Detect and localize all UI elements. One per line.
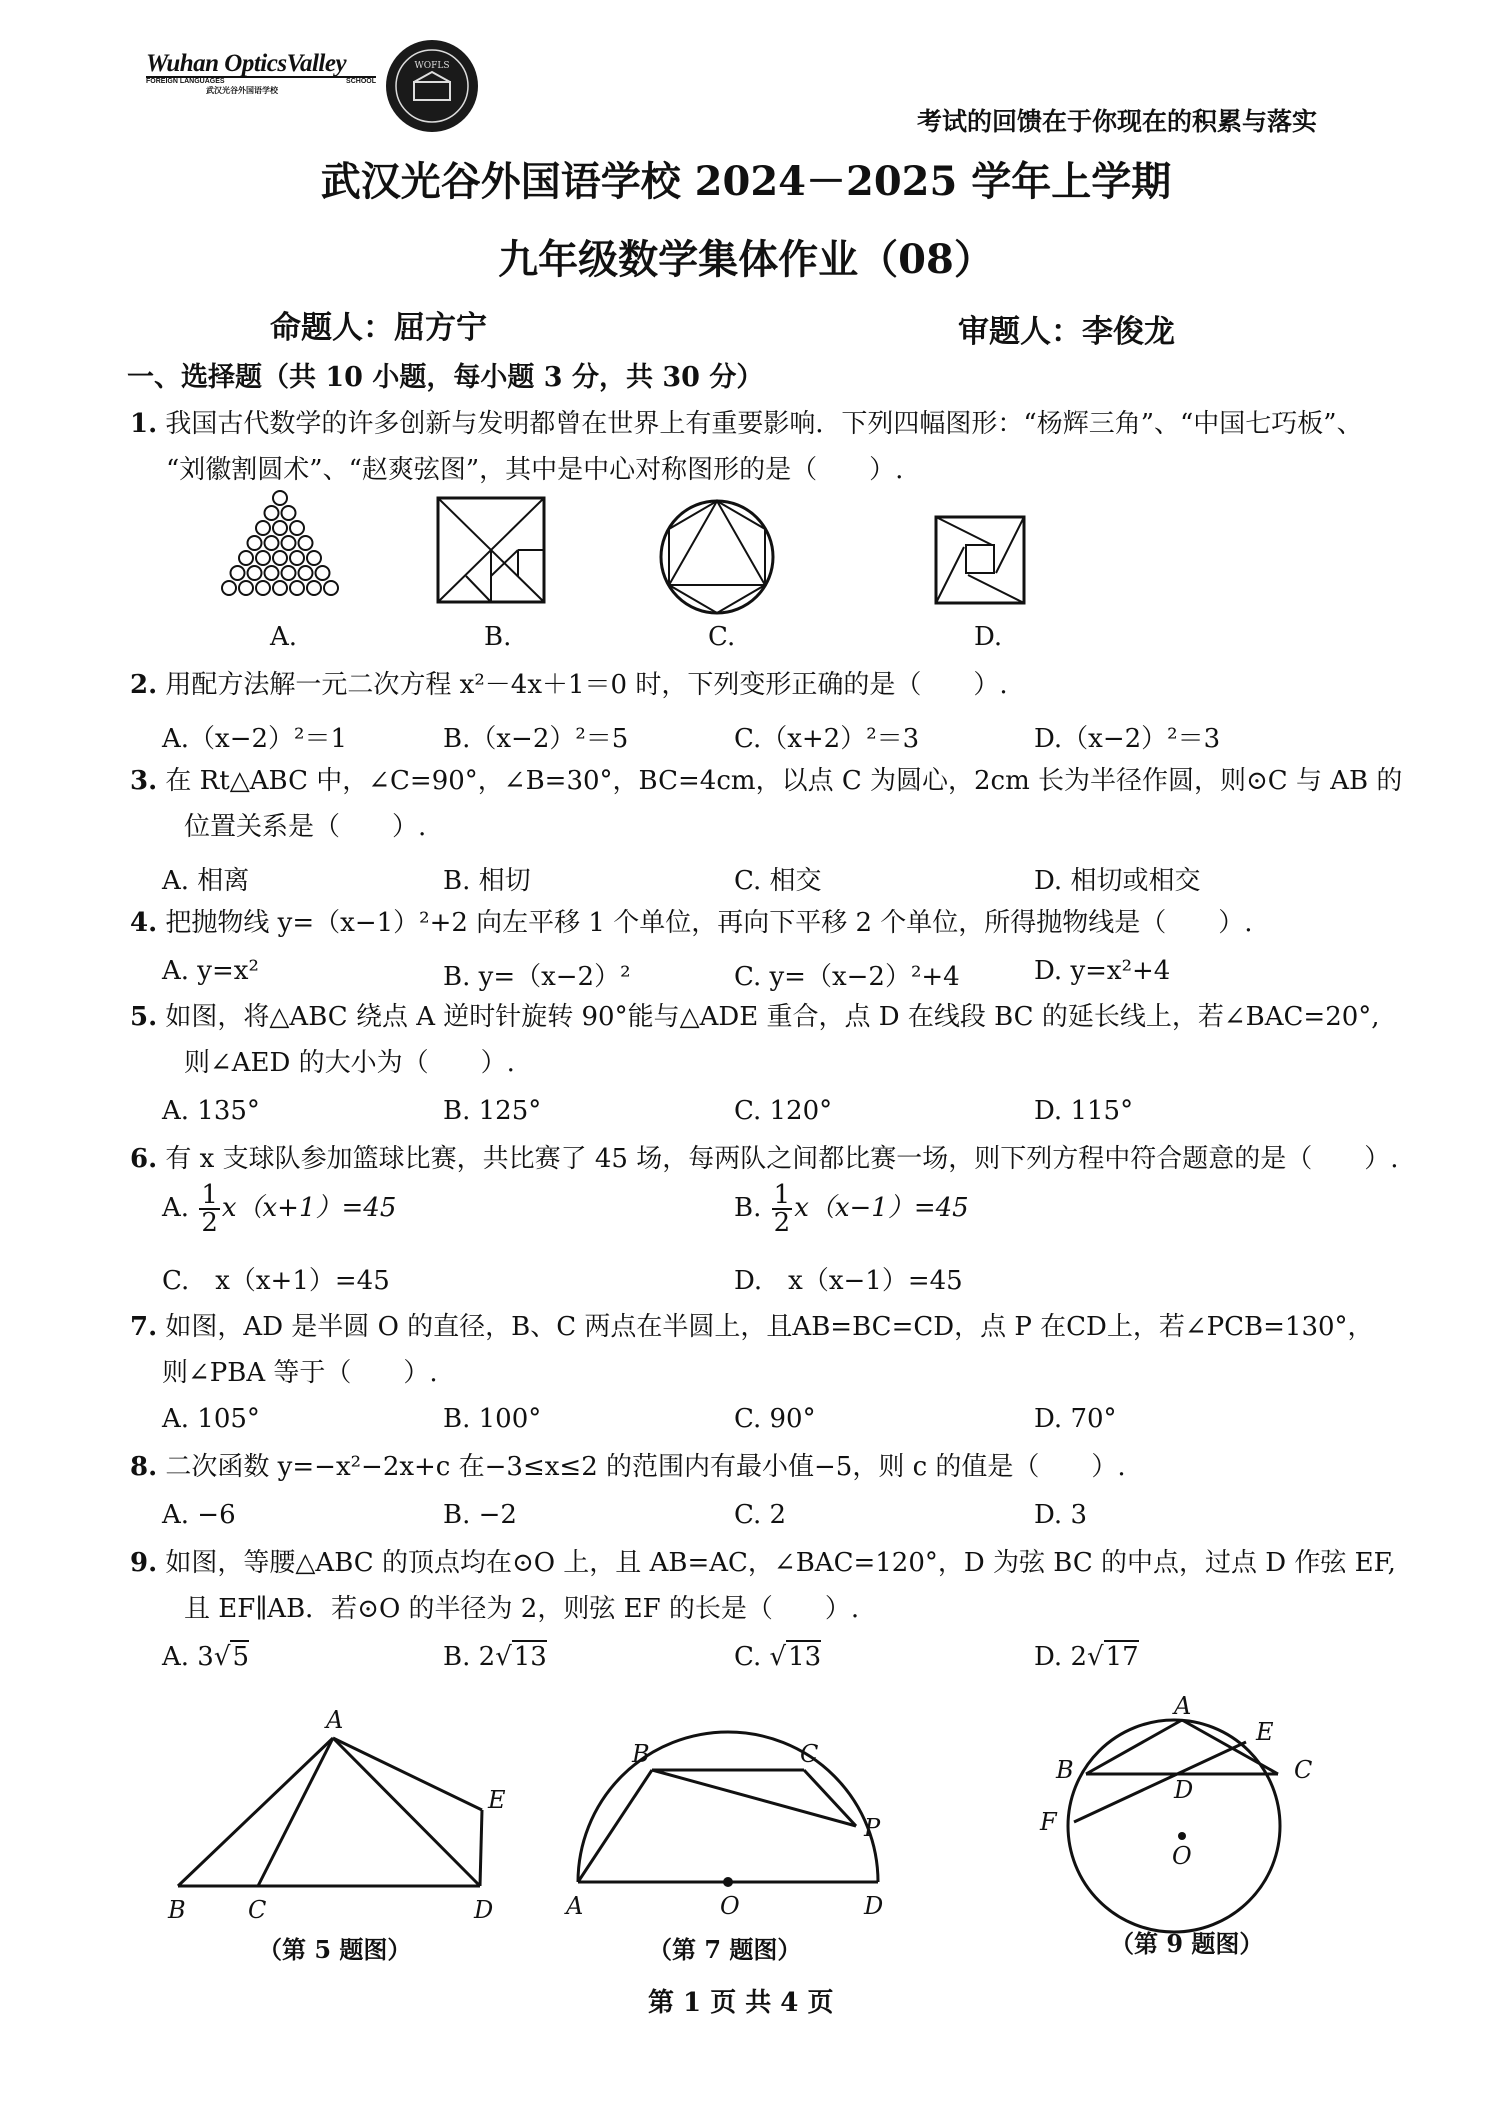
triangle-dot xyxy=(256,581,270,595)
q4-option-b: B. y=（x−2）² xyxy=(443,962,631,992)
fig9-label-b: B xyxy=(1056,1756,1074,1784)
q1-label-a: A. xyxy=(270,622,298,652)
question-1 xyxy=(130,405,1363,443)
question-9: 9. 如图，等腰△ABC 的顶点均在⊙O 上，且 AB=AC，∠BAC=120°，D 为弦 BC 的中点，过点 D 作弦 EF, xyxy=(130,1548,1396,1578)
question-7-line2: 则∠PBA 等于（ ）. xyxy=(162,1358,438,1388)
triangle-dot xyxy=(299,536,313,550)
yanghui-triangle-figure xyxy=(210,488,350,606)
question-9-line2: 且 EF∥AB．若⊙O 的半径为 2，则弦 EF 的长是（ ）. xyxy=(184,1594,860,1624)
q8-option-d: D. 3 xyxy=(1034,1500,1087,1530)
triangle-dot xyxy=(282,536,296,550)
logo-cn: 武汉光谷外国语学校 xyxy=(206,86,278,95)
triangle-dot xyxy=(256,551,270,565)
fig9-label-f: F xyxy=(1040,1808,1057,1836)
q8-option-a: A. −6 xyxy=(162,1500,236,1530)
triangle-dot xyxy=(265,506,279,520)
q6-option-d: D. x（x−1）=45 xyxy=(734,1266,963,1296)
q6-option-c: C. x（x+1）=45 xyxy=(162,1266,390,1296)
q2-option-a: A.（x−2）²＝1 xyxy=(162,724,347,754)
triangle-dot xyxy=(290,521,304,535)
q2-option-d: D.（x−2）²＝3 xyxy=(1034,724,1221,754)
triangle-dot xyxy=(256,521,270,535)
section-heading: 一、选择题（共 10 小题，每小题 3 分，共 30 分） xyxy=(127,362,764,393)
school-logo xyxy=(146,50,376,96)
question-text: 我国古代数学的许多创新与发明都曾在世界上有重要影响．下列四幅图形：“杨辉三角”、“中国七巧板”、 xyxy=(165,409,1363,439)
question-8: 8. 二次函数 y=−x²−2x+c 在−3≤x≤2 的范围内有最小值−5，则 c 的值是（ ）. xyxy=(130,1452,1126,1482)
triangle-dot xyxy=(239,551,253,565)
q3-option-c: C. 相交 xyxy=(734,866,822,896)
q4-option-d: D. y=x²+4 xyxy=(1034,956,1171,986)
triangle-dot xyxy=(282,506,296,520)
triangle-dot xyxy=(273,581,287,595)
q6-option-b: B. $\frac{1}{2}$ x（x−1）=45 xyxy=(734,1180,969,1238)
motto: 考试的回馈在于你现在的积累与落实 xyxy=(917,107,1318,136)
q1-label-d: D. xyxy=(974,622,1003,652)
figure-7-caption: （第 7 题图） xyxy=(648,1935,802,1964)
fig7-label-c: C xyxy=(800,1740,819,1768)
q8-option-c: C. 2 xyxy=(734,1500,787,1530)
q5-option-d: D. 115° xyxy=(1034,1096,1134,1126)
q9-option-a: A. 3√5 xyxy=(162,1642,249,1672)
page-footer: 第 1 页 共 4 页 xyxy=(648,1988,834,2018)
figure-9 xyxy=(1036,1658,1356,1938)
fig7-label-p: P xyxy=(864,1814,881,1842)
q4-option-a: A. y=x² xyxy=(162,956,259,986)
triangle-dot xyxy=(248,536,262,550)
q3-option-d: D. 相切或相交 xyxy=(1034,866,1201,896)
exam-subtitle: 九年级数学集体作业（08） xyxy=(498,236,994,283)
q5-option-a: A. 135° xyxy=(162,1096,260,1126)
q5-option-c: C. 120° xyxy=(734,1096,833,1126)
triangle-dot xyxy=(265,536,279,550)
seal-text: WOFLS xyxy=(414,61,450,71)
logo-wordmark: Wuhan OpticsValley xyxy=(146,50,347,77)
question-5-line2: 则∠AED 的大小为（ ）. xyxy=(184,1048,515,1078)
triangle-dot xyxy=(282,566,296,580)
reviewer: 审题人：李俊龙 xyxy=(958,314,1175,350)
exam-title: 武汉光谷外国语学校 2024－2025 学年上学期 xyxy=(320,158,1172,205)
fig5-label-e: E xyxy=(488,1786,506,1814)
q6-option-a: A. $\frac{1}{2}$ x（x+1）=45 xyxy=(162,1180,397,1238)
triangle-dot xyxy=(248,566,262,580)
q7-option-c: C. 90° xyxy=(734,1404,816,1434)
fig9-label-o: O xyxy=(1172,1842,1192,1870)
triangle-dot xyxy=(222,581,236,595)
q3-option-a: A. 相离 xyxy=(162,866,250,896)
triangle-dot xyxy=(316,566,330,580)
logo-sub-left: FOREIGN LANGUAGES xyxy=(146,78,225,85)
figure-5 xyxy=(160,1700,520,1930)
triangle-dot xyxy=(299,566,313,580)
question-2: 2. 用配方法解一元二次方程 x²－4x＋1＝0 时，下列变形正确的是（ ）. xyxy=(130,670,1008,700)
fig7-label-d: D xyxy=(864,1892,884,1920)
triangle-dot xyxy=(290,581,304,595)
triangle-dot xyxy=(265,566,279,580)
fig5-label-c: C xyxy=(248,1896,267,1924)
fig9-label-c: C xyxy=(1294,1756,1313,1784)
question-7: 7. 如图，AD 是半圆 O 的直径，B、C 两点在半圆上，且AB=BC=CD，点 P 在CD上，若∠PCB=130°， xyxy=(130,1312,1374,1342)
fig5-label-a: A xyxy=(326,1706,344,1734)
author: 命题人：屈方宁 xyxy=(270,310,487,346)
fig9-label-d: D xyxy=(1174,1776,1194,1804)
tangram-figure xyxy=(436,496,548,606)
q1-label-c: C. xyxy=(708,622,736,652)
fig7-label-a: A xyxy=(566,1892,584,1920)
q9-option-d: D. 2√17 xyxy=(1034,1642,1139,1672)
question-5: 5. 如图，将△ABC 绕点 A 逆时针旋转 90°能与△ADE 重合，点 D 在线段 BC 的延长线上，若∠BAC=20°, xyxy=(130,1002,1380,1032)
q3-option-b: B. 相切 xyxy=(443,866,531,896)
figure-9-caption: （第 9 题图） xyxy=(1110,1929,1264,1958)
triangle-dot xyxy=(273,491,287,505)
fig9-label-e: E xyxy=(1256,1718,1274,1746)
question-3: 3. 在 Rt△ABC 中，∠C=90°，∠B=30°，BC=4cm，以点 C 为圆心，2cm 长为半径作圆，则⊙C 与 AB 的 xyxy=(130,766,1403,796)
q8-option-b: B. −2 xyxy=(443,1500,517,1530)
triangle-dot xyxy=(239,581,253,595)
zhaoshuang-figure xyxy=(934,515,1026,605)
q7-option-b: B. 100° xyxy=(443,1404,542,1434)
q2-option-c: C.（x+2）²＝3 xyxy=(734,724,920,754)
question-3-line2: 位置关系是（ ）. xyxy=(184,812,427,842)
q7-option-a: A. 105° xyxy=(162,1404,260,1434)
fig7-label-b: B xyxy=(632,1740,650,1768)
triangle-dot xyxy=(273,521,287,535)
liuhui-circle-figure xyxy=(658,498,776,616)
logo-sub-right: SCHOOL xyxy=(346,78,376,85)
question-number: 1. xyxy=(130,409,158,439)
q9-option-b: B. 2√13 xyxy=(443,1642,547,1672)
q9-option-c: C. √13 xyxy=(734,1642,822,1672)
q7-option-d: D. 70° xyxy=(1034,1404,1117,1434)
q4-option-c: C. y=（x−2）²+4 xyxy=(734,962,960,992)
q5-option-b: B. 125° xyxy=(443,1096,542,1126)
question-4: 4. 把抛物线 y=（x−1）²+2 向左平移 1 个单位，再向下平移 2 个单位，所得抛物线是（ ）. xyxy=(130,908,1253,938)
q2-option-b: B.（x−2）²＝5 xyxy=(443,724,629,754)
triangle-dot xyxy=(307,581,321,595)
fig5-label-b: B xyxy=(168,1896,186,1924)
triangle-dot xyxy=(307,551,321,565)
figure-5-caption: （第 5 题图） xyxy=(258,1935,412,1964)
fig5-label-d: D xyxy=(474,1896,494,1924)
triangle-dot xyxy=(273,551,287,565)
triangle-dot xyxy=(231,566,245,580)
fig7-label-o: O xyxy=(720,1892,740,1920)
question-1-line2: “刘徽割圆术”、“赵爽弦图”，其中是中心对称图形的是（ ）. xyxy=(166,455,904,485)
school-seal-icon xyxy=(384,38,480,134)
question-6: 6. 有 x 支球队参加篮球比赛，共比赛了 45 场，每两队之间都比赛一场，则下列方程中符合题意的是（ ）. xyxy=(130,1144,1399,1174)
figure-7 xyxy=(560,1730,900,1930)
triangle-dot xyxy=(290,551,304,565)
q1-label-b: B. xyxy=(484,622,512,652)
fig9-label-a: A xyxy=(1174,1692,1192,1720)
triangle-dot xyxy=(324,581,338,595)
